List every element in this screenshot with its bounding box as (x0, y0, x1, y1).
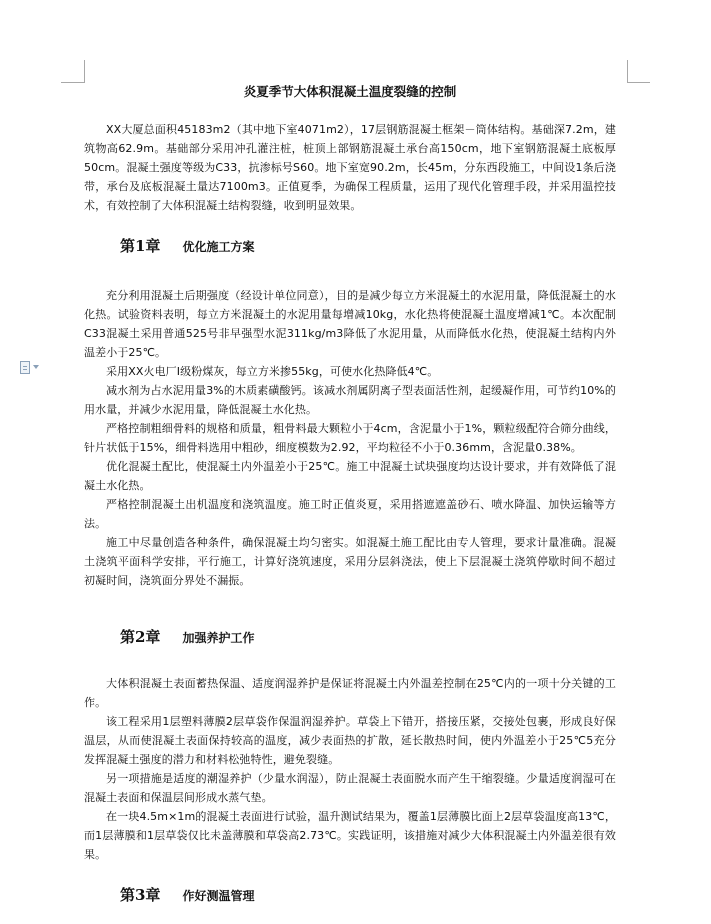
chapter-1-paragraph: 严格控制混凝土出机温度和浇筑温度。施工时正值炎夏，采用搭遮遮盖砂石、喷水降温、加快运输等方法。 (84, 498, 616, 530)
chapter-1-title: 优化施工方案 (182, 240, 255, 254)
chapter-1-paragraph: 严格控制粗细骨料的规格和质量，粗骨料最大颗粒小于4cm，含泥量小于1%，颗粒级配符合筛分曲线，针片状低于15%，细骨料选用中粗砂，细度模数为2.92，平均粒径不小于0.36mm，含泥量0.38%。 (84, 422, 616, 454)
chapter-1-paragraph: 减水剂为占水泥用量3%的木质素磺酸钙。该减水剂属阴离子型表面活性剂，起缓凝作用，可节约10%的用水量，并减少水泥用量，降低混凝土水化热。 (84, 384, 616, 416)
chapter-1-number: 第1章 (120, 237, 161, 255)
chapter-3-title: 作好测温管理 (182, 889, 255, 903)
chapter-1-paragraph: 优化混凝土配比，使混凝土内外温差小于25℃。施工中混凝土试块强度均达设计要求，并有效降低了混凝土水化热。 (84, 460, 616, 492)
chapter-2-paragraph: 在一块4.5m×1m的混凝土表面进行试验，温升测试结果为，覆盖1层薄膜比面上2层草袋温度高13℃，而1层薄膜和1层草袋仅比未盖薄膜和草袋高2.73℃。实践证明，该措施对减少大体积混凝土内外温差很有效果。 (84, 810, 616, 861)
chapter-2-paragraph: 大体积混凝土表面蓄热保温、适度润湿养护是保证将混凝土内外温差控制在25℃内的一项十分关键的工作。 (84, 677, 616, 709)
chapter-3-number: 第3章 (120, 886, 161, 904)
chapter-1-body (84, 286, 616, 590)
paragraph-options-button[interactable] (20, 359, 50, 375)
chapter-2-paragraph: 该工程采用1层塑料薄膜2层草袋作保温润湿养护。草袋上下错开，搭接压紧，交接处包裹，形成良好保温层，从而使混凝土表面保持较高的温度，减少表面热的扩散，延长散热时间，使内外温差小于25℃5充分发挥混凝土强度的潜力和材料松弛特性，避免裂缝。 (84, 715, 616, 766)
intro-paragraph: XX大厦总面积45183m2（其中地下室4071m2），17层钢筋混凝土框架－筒体结构。基础深7.2m，建筑物高62.9m。基础部分采用冲孔灌注桩，桩顶上部钢筋混凝土承台高150cm，地下室钢筋混凝土底板厚50cm。混凝土强度等级为C33，抗渗标号S60。地下室宽90.2m，长45m，分东西段施工，中间设1条后浇带，承台及底板混凝土量达7100m3。正值夏季，为确保工程质量，运用了现代化管理手段，并采用温控技术，有效控制了大体积混凝土结构裂缝，收到明显效果。 (84, 123, 616, 212)
chapter-1-paragraph: 施工中尽量创造各种条件，确保混凝土均匀密实。如混凝土施工配比由专人管理，要求计量准确。混凝土浇筑平面科学安排，平行施工，计算好浇筑速度，采用分层斜浇法，使上下层混凝土浇筑停歇时间不超过初凝时间，浇筑面分界处不漏振。 (84, 536, 616, 587)
corner-mark-top-left-vertical (84, 60, 85, 83)
corner-mark-top-right-horizontal (627, 82, 650, 83)
corner-mark-top-left-horizontal (61, 82, 84, 83)
corner-mark-top-right-vertical (627, 60, 628, 83)
chapter-2-number: 第2章 (120, 628, 161, 646)
chevron-down-icon (33, 365, 39, 369)
chapter-2-title: 加强养护工作 (182, 631, 255, 645)
chapter-1-paragraph: 采用XX火电厂I级粉煤灰，每立方米掺55kg，可使水化热降低4℃。 (106, 365, 439, 378)
chapter-2-body (84, 674, 616, 864)
chapter-1-heading (120, 235, 254, 256)
chapter-2-heading (120, 626, 254, 647)
chapter-2-paragraph: 另一项措施是适度的潮湿养护（少量水润湿），防止混凝土表面脱水而产生干缩裂缝。少量适度润湿可在混凝土表面和保温层间形成水蒸气垫。 (84, 772, 616, 804)
document-title: 炎夏季节大体积混凝土温度裂缝的控制 (243, 84, 457, 99)
chapter-3-heading (120, 884, 254, 905)
document-icon (20, 361, 30, 374)
chapter-1-paragraph: 充分利用混凝土后期强度（经设计单位同意），目的是减少每立方米混凝土的水泥用量，降低混凝土的水化热。试验资料表明，每立方米混凝土的水泥用量每增减10kg，水化热将使混凝土温度增减1℃。本次配制C33混凝土采用普通525号非早强型水泥311kg/m3降低了水泥用量，从而降低水化热，使混凝土结构内外温差小于25℃。 (84, 289, 616, 359)
intro-block (84, 120, 616, 215)
